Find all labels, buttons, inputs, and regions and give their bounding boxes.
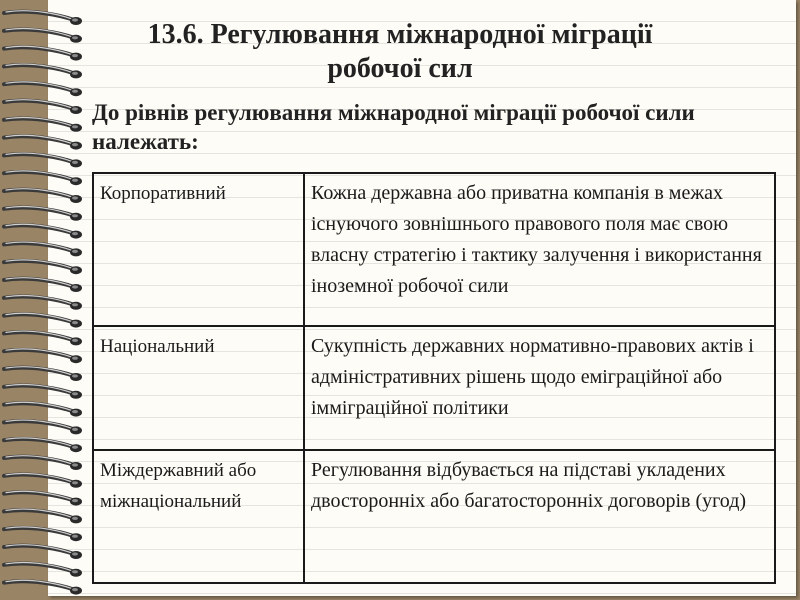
table-row xyxy=(93,450,775,583)
table-row xyxy=(93,326,775,450)
table-row xyxy=(93,173,775,326)
regulation-levels-table xyxy=(92,172,776,584)
level-name-cell: Національний xyxy=(93,326,304,450)
level-description-cell: Регулювання відбувається на підставі укладених двосторонніх або багатосторонніх договорів (угод) xyxy=(304,450,775,583)
level-description-cell: Сукупність державних нормативно-правових актів і адміністративних рішень щодо еміграційної або імміграційної політики xyxy=(304,326,775,450)
title-line-1: 13.6. Регулювання міжнародної міграції xyxy=(147,19,653,50)
slide-subtitle: До рівнів регулювання міжнародної міграції робочої сили належать: xyxy=(92,100,695,154)
level-name-cell: Міждержавний або міжнаціональний xyxy=(93,450,304,583)
level-description-cell: Кожна державна або приватна компанія в межах існуючого зовнішнього правового поля має свою власну стратегію і тактику залучення і використання іноземної робочої сили xyxy=(304,173,775,326)
spiral-binding-icon xyxy=(0,0,90,600)
level-name-cell: Корпоративний xyxy=(93,173,304,326)
title-line-2: робочої сил xyxy=(327,53,473,84)
slide-title xyxy=(100,18,700,86)
